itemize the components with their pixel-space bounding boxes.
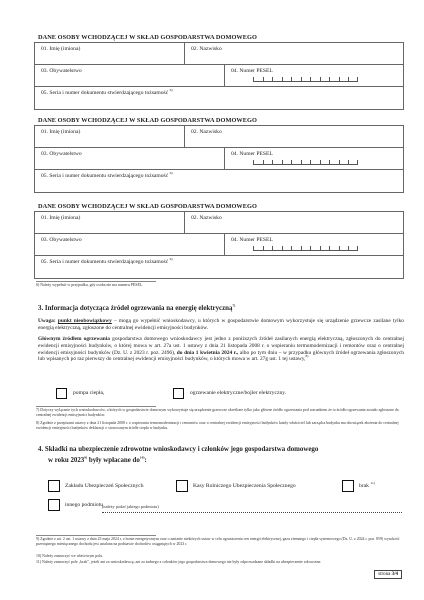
footnote: 11) Należy zaznaczyć pole „brak”, jeżeli ani za wnioskodawcę, ani za żadnego z członków jego gospodarstwa domowego nie były odprowadzane składki na ubezpieczenie zdrowotne.: [36, 560, 322, 564]
footnote: 6) Należy wypełnić w przypadku, gdy osoba nie ma numeru PESEL.: [36, 283, 144, 287]
header-text: w roku 2023: [48, 457, 85, 464]
none-label: [359, 483, 375, 489]
heat-pump-label: pompa ciepła,: [73, 390, 105, 396]
person-data-table: [34, 125, 404, 193]
field-label: 03. Obywatelstwo: [41, 151, 82, 157]
footnote: 7) Dotyczy wyłącznie tych wnioskodawców, u których w gospodarstwie domowym wykorzystuje się urządzenie grzewcze określone tylko jako główne źródło ogrzewania pod warunkiem że to źródło ogrzewania zostało zgłoszone do centralnej ewidencji emisyjności budynków.: [36, 408, 399, 417]
first-name-field[interactable]: [35, 126, 185, 147]
field-label: 03. Obywatelstwo: [41, 68, 82, 74]
none-checkbox[interactable]: [342, 480, 354, 492]
field-label: 01. Imię (imiona): [41, 46, 81, 52]
footnote-ref: 7): [232, 303, 236, 308]
footnote-ref: 6): [169, 257, 173, 262]
part3-main-text: [38, 336, 404, 363]
citizenship-field[interactable]: [35, 148, 225, 169]
other-entity-checkbox[interactable]: [48, 499, 60, 511]
main-lead: Głównym źródłem ogrzewania: [38, 336, 110, 342]
citizenship-field[interactable]: [35, 234, 225, 255]
heat-pump-checkbox[interactable]: [56, 388, 67, 399]
main-text-cont: albo po tym dniu – w przypadku głównych źródeł ogrzewania zgłoszonych lub wpisanych po raz pierwszy do centralnej ewidencji emisyjności budynków, o których mowa w art. 27g ust. 1 tej ustawy,: [38, 349, 404, 363]
part3-header-text: 3. Informacja dotycząca źródeł ogrzewania na energię elektryczną: [38, 305, 233, 312]
header-text: były wpłacane do: [87, 457, 140, 464]
field-label: 02. Nazwisko: [191, 215, 222, 221]
page-num: 3/4: [391, 572, 398, 577]
note-text: – mogą go wypełnić wnioskodawcy, u których w gospodarstwie domowym wykorzystuje się urządzenie grzewcze zasilane tylko energią elektryczną, zgłoszone do centralnej ewidencji emisyjności budynków.: [38, 318, 404, 331]
footnote-ref: 6): [169, 171, 173, 176]
zus-checkbox[interactable]: [48, 480, 60, 492]
krus-checkbox[interactable]: [176, 480, 188, 492]
id-document-field[interactable]: [35, 87, 403, 109]
last-name-field[interactable]: [185, 43, 403, 64]
field-label: 05. Seria i numer dokumentu stwierdzającego tożsamość: [41, 173, 169, 179]
footnote-ref: 6): [169, 88, 173, 93]
field-label: 04. Numer PESEL: [231, 237, 273, 243]
pesel-field[interactable]: [225, 65, 403, 86]
footnote: 8) Zgodnie z przepisami ustawy z dnia 21 listopada 2008 r. o wspieraniu termomodernizacji i remontów oraz o centralnej ewidencji emisyjności budynków każdy właściciel lub zarządca budynku ma obowiązek złożenia do centralnej ewidencji emisyjności budynków deklaracji o stosowanym źródle ciepła w budynku.: [36, 421, 399, 430]
footnote-ref: 10): [139, 455, 145, 460]
footnote-divider: [36, 406, 156, 407]
pesel-field[interactable]: [225, 234, 403, 255]
krus-label: Kasy Rolniczego Ubezpieczenia Społecznego: [193, 483, 296, 489]
other-entity-label: innego podmiotu: [65, 502, 104, 508]
last-name-field[interactable]: [185, 126, 403, 147]
footnote-ref: 11): [370, 481, 375, 486]
other-entity-hint: (należy podać jakiego podmiotu): [102, 504, 159, 509]
field-label: 03. Obywatelstwo: [41, 237, 82, 243]
electric-heating-label: ogrzewanie elektryczne/bojler elektryczny.: [190, 390, 287, 396]
pesel-digit-boxes[interactable]: [253, 246, 358, 252]
first-name-field[interactable]: [35, 43, 185, 64]
field-label: 05. Seria i numer dokumentu stwierdzającego tożsamość: [41, 259, 169, 265]
field-label: 01. Imię (imiona): [41, 129, 81, 135]
footnote-divider: [36, 281, 156, 282]
main-text: gospodarstwa domowego wnioskodawcy jest jedno z poniższych źródeł zasilanych energią elektryczną, zgłoszonych do centralnej ewidencji emisyjności budynków, o której mowa w art. 27a ust. 1 ustawy z dnia 21 listopada 2008 r. o wspieraniu termomodernizacji i remontów oraz o centralnej ewidencji emisyjności budynków (Dz. U. z 2023 r. poz. 2496),: [38, 336, 404, 356]
footnote-divider: [36, 535, 156, 536]
field-label: 05. Seria i numer dokumentu stwierdzającego tożsamość: [41, 90, 169, 96]
id-document-field[interactable]: [35, 170, 403, 192]
footnote-ref: 8): [305, 354, 309, 359]
footnote: 9) Zgodnie z art. 2 ust. 1 ustawy z dnia 23 maja 2024 r. o bonie energetycznym oraz o zmianie niektórych ustaw w celu ograniczenia cen energii elektrycznej, gazu ziemnego i ciepła systemowego (Dz. U. z 2024 r. poz. 859) wysokość przeciętnego miesięcznego dochodu jest ustalana na podstawie dochodów osiągniętych w 2023 r.: [36, 537, 400, 546]
person-data-table: [34, 211, 404, 279]
section-title: DANE OSOBY WCHODZĄCEJ W SKŁAD GOSPODARSTWA DOMOWEGO: [38, 203, 257, 210]
last-name-field[interactable]: [185, 212, 403, 233]
page-label: strona: [378, 572, 391, 577]
field-label: 04. Numer PESEL: [231, 151, 273, 157]
field-label: 04. Numer PESEL: [231, 68, 273, 74]
part4-header-line1: 4. Składki na ubezpieczenie zdrowotne wnioskodawcy i członków jego gospodarstwa domowego: [38, 446, 319, 453]
section-title: DANE OSOBY WCHODZĄCEJ W SKŁAD GOSPODARSTWA DOMOWEGO: [38, 34, 257, 41]
electric-heating-checkbox[interactable]: [173, 388, 184, 399]
field-label: 02. Nazwisko: [191, 129, 222, 135]
part3-header: [38, 305, 235, 312]
page-number: [374, 570, 402, 579]
footnote: 10) Należy zaznaczyć we właściwym polu.: [36, 554, 104, 558]
main-deadline: do dnia 1 kwietnia 2024 r.,: [175, 349, 239, 356]
first-name-field[interactable]: [35, 212, 185, 233]
citizenship-field[interactable]: [35, 65, 225, 86]
other-entity-input-line[interactable]: [102, 512, 402, 513]
pesel-field[interactable]: [225, 148, 403, 169]
footnote-ref: 9): [84, 455, 88, 460]
section-title: DANE OSOBY WCHODZĄCEJ W SKŁAD GOSPODARSTWA DOMOWEGO: [38, 117, 257, 124]
part3-note: [38, 318, 404, 332]
field-label: 01. Imię (imiona): [41, 215, 81, 221]
field-label: 02. Nazwisko: [191, 46, 222, 52]
pesel-digit-boxes[interactable]: [253, 77, 358, 83]
person-data-table: [34, 42, 404, 110]
note-lead: Uwaga:: [38, 318, 56, 324]
pesel-digit-boxes[interactable]: [253, 160, 358, 166]
part4-header-line2: w roku 2023$^{9)}$ były wpłacane $do^{10)}$:: [48, 455, 147, 464]
none-text: brak: [359, 483, 369, 489]
note-emphasis: punkt nieobowiązkowy: [57, 318, 112, 324]
id-document-field[interactable]: [35, 256, 403, 278]
zus-label: Zakładu Ubezpieczeń Społecznych: [65, 483, 144, 489]
